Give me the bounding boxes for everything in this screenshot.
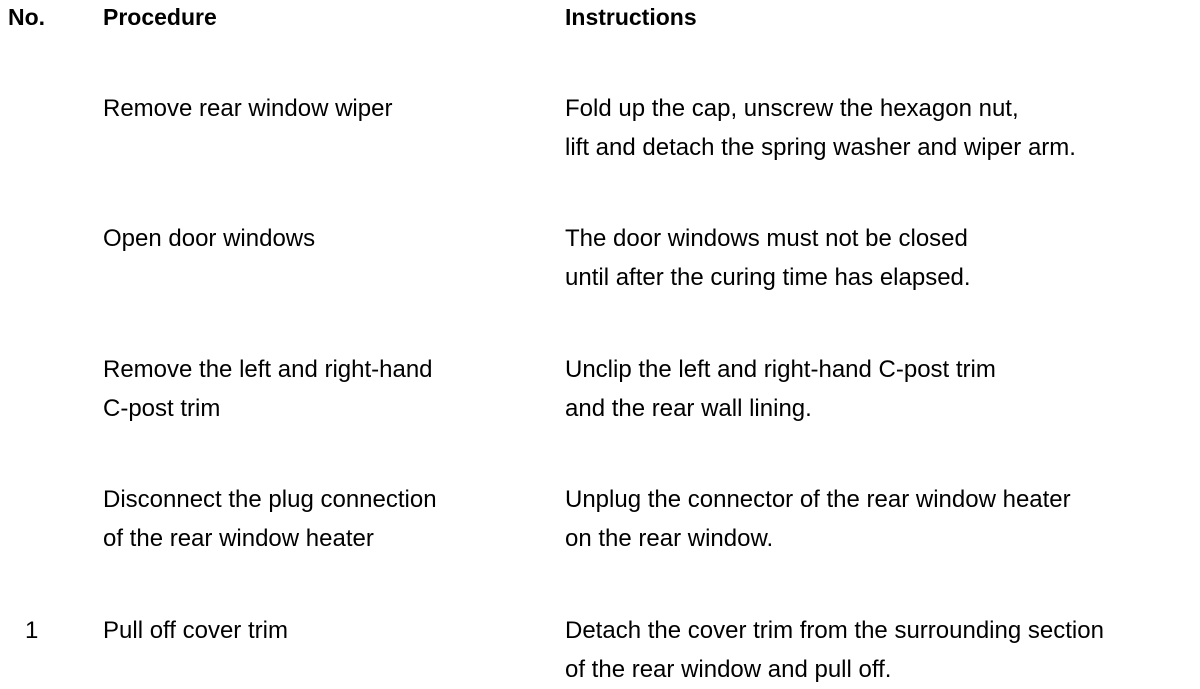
instructions-cell — [565, 219, 1195, 297]
step-number: 1 — [25, 617, 39, 644]
header-instructions: Instructions — [565, 4, 697, 30]
table-header — [0, 2, 1200, 34]
procedure-cell — [103, 350, 533, 428]
procedure-line: C-post trim — [103, 395, 221, 422]
procedure-line: Remove the left and right-hand — [103, 356, 433, 383]
instruction-line: and the rear wall lining. — [565, 395, 812, 422]
instruction-line: The door windows must not be closed — [565, 225, 968, 252]
instruction-line: until after the curing time has elapsed. — [565, 264, 971, 291]
procedure-line: Open door windows — [103, 225, 316, 252]
instructions-cell — [565, 89, 1195, 167]
procedure-line: Pull off cover trim — [103, 617, 288, 644]
procedure-cell — [103, 480, 533, 558]
instruction-line: Fold up the cap, unscrew the hexagon nut, — [565, 95, 1019, 122]
instruction-line: on the rear window. — [565, 525, 774, 552]
instructions-cell — [565, 480, 1195, 558]
procedure-line: Remove rear window wiper — [103, 95, 393, 122]
instruction-line: of the rear window and pull off. — [565, 656, 892, 683]
header-procedure: Procedure — [103, 4, 217, 30]
header-no: No. — [8, 4, 46, 30]
instruction-line: lift and detach the spring washer and wiper arm. — [565, 134, 1076, 161]
procedure-cell — [103, 89, 533, 128]
procedure-cell — [103, 219, 533, 258]
procedure-line: Disconnect the plug connection — [103, 486, 437, 513]
instruction-line: Unclip the left and right-hand C-post trim — [565, 356, 996, 383]
instructions-cell — [565, 611, 1195, 689]
instruction-line: Detach the cover trim from the surrounding section — [565, 617, 1104, 644]
instruction-line: Unplug the connector of the rear window heater — [565, 486, 1071, 513]
procedure-cell — [103, 611, 533, 650]
procedure-line: of the rear window heater — [103, 525, 374, 552]
instructions-cell — [565, 350, 1195, 428]
